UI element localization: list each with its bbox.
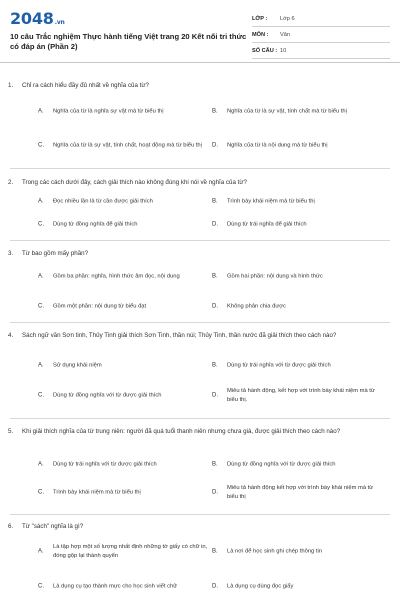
question-number: 3. xyxy=(8,250,14,257)
site-logo[interactable]: 2048.vn xyxy=(10,9,65,28)
meta-grade-row xyxy=(252,11,390,27)
option-d[interactable]: D. Không phân chia được xyxy=(212,303,286,310)
option-c[interactable]: C. Dùng từ đồng nghĩa để giải thích xyxy=(38,221,138,228)
question-divider xyxy=(10,514,390,515)
meta-key: MÔN : xyxy=(252,31,269,38)
page-header xyxy=(0,0,400,62)
meta-subject-row xyxy=(252,27,390,43)
option-d[interactable]: D. Miêu tả hành động kết hợp với trình bày khái niệm mà từ biểu thị xyxy=(212,485,374,500)
question-stem: 3. Từ bao gồm mấy phần? xyxy=(8,250,89,257)
question-number: 1. xyxy=(8,82,14,89)
option-b[interactable]: B. Trình bày khái niệm mà từ biểu thị xyxy=(212,198,315,205)
option-c[interactable]: C. Là dụng cụ tạo thành mực cho học sinh viết chữ xyxy=(38,583,178,590)
meta-value: 10 xyxy=(280,47,287,54)
option-c[interactable]: C. Dùng từ đồng nghĩa với từ được giải thích xyxy=(38,392,162,399)
header-divider xyxy=(0,62,400,63)
option-c[interactable]: C. Gồm một phần: nội dung từ biểu đạt xyxy=(38,303,147,310)
option-d[interactable]: D. Dùng từ trái nghĩa để giải thích xyxy=(212,221,307,228)
meta-value: Văn xyxy=(280,31,290,38)
option-a[interactable]: A. Sử dụng khái niệm xyxy=(38,362,102,369)
question-stem: 1. Chỉ ra cách hiểu đầy đủ nhất về nghĩa của từ? xyxy=(8,82,149,89)
option-d[interactable]: D. Nghĩa của từ là nội dung mà từ biểu thị xyxy=(212,142,328,149)
option-c[interactable]: C. Trình bày khái niệm mà từ biểu thị xyxy=(38,489,141,496)
option-b[interactable]: B. Là nơi để học sinh ghi chép thông tin xyxy=(212,548,323,555)
option-b[interactable]: B. Nghĩa của từ là sự vật, tính chất mà từ biểu thị xyxy=(212,108,347,115)
option-a[interactable]: A. Là tập hợp một số lượng nhất định những tờ giấy có chữ in, đóng gộp lại thành quyển xyxy=(38,544,208,559)
question-stem: 6. Từ "sách" nghĩa là gì? xyxy=(8,523,84,530)
page-title: 10 câu Trắc nghiệm Thực hành tiếng Việt trang 20 Kết nối tri thức có đáp án (Phần 2) xyxy=(10,32,247,51)
option-a[interactable]: A. Nghĩa của từ là nghĩa sự vật mà từ biểu thị xyxy=(38,108,164,115)
question-stem: 2. Trong các cách dưới đây, cách giải thích nào không đúng khi nói về nghĩa của từ? xyxy=(8,179,247,186)
question-number: 4. xyxy=(8,332,14,339)
meta-count-row xyxy=(252,43,390,59)
option-a[interactable]: A. Dùng từ trái nghĩa với từ được giải thích xyxy=(38,461,157,468)
metadata-panel xyxy=(252,11,390,59)
option-c[interactable]: C. Nghĩa của từ là sự vật, tính chất, hoạt động mà từ biểu thị xyxy=(38,142,202,149)
question-stem: 4. Sách ngữ văn Sơn tinh, Thủy Tinh giải thích Sơn Tinh, thần núi; Thủy Tinh, thần nước đã giải thích theo cách nào? xyxy=(8,332,337,339)
option-b[interactable]: B. Dùng từ trái nghĩa với từ được giải thích xyxy=(212,362,331,369)
option-a[interactable]: A. Gồm ba phần: nghĩa, hình thức âm đọc, nội dung xyxy=(38,273,180,280)
question-number: 5. xyxy=(8,428,14,435)
question-number: 2. xyxy=(8,179,14,186)
option-d[interactable]: D. Là dụng cụ dùng đọc giấy xyxy=(212,583,294,590)
meta-key: LỚP : xyxy=(252,15,268,22)
question-divider xyxy=(10,322,390,323)
option-b[interactable]: B. Dùng từ đồng nghĩa với từ được giải thích xyxy=(212,461,336,468)
option-a[interactable]: A. Đọc nhiều lần là từ cần được giải thích xyxy=(38,198,153,205)
question-divider xyxy=(10,240,390,241)
option-d[interactable]: D. Miêu tả hành động, kết hợp với trình bày khái niệm mà từ biểu thị. xyxy=(212,388,375,403)
question-number: 6. xyxy=(8,523,14,530)
option-b[interactable]: B. Gồm hai phần: nội dung và hình thức xyxy=(212,273,323,280)
meta-key: SỐ CÂU : xyxy=(252,47,278,54)
question-divider xyxy=(10,418,390,419)
question-stem: 5. Khi giải thích nghĩa của từ trung niên: người đã quá tuổi thanh niên nhưng chưa già, được giải thích theo cách nào? xyxy=(8,428,341,435)
question-divider xyxy=(10,168,390,169)
meta-value: Lớp 6 xyxy=(280,15,295,22)
